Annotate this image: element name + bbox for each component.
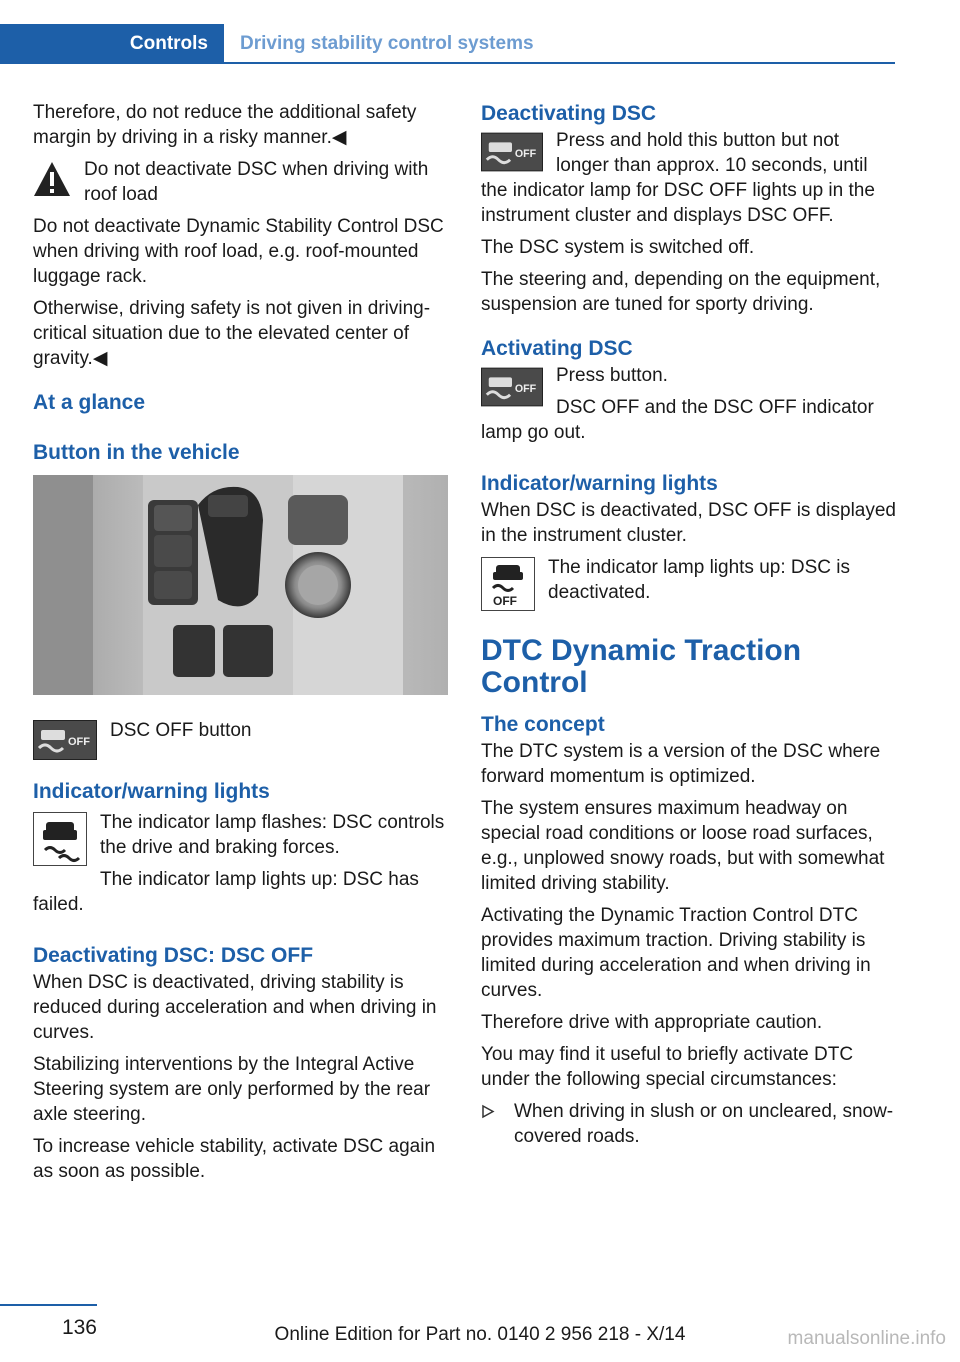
paragraph-switched-off: The DSC system is switched off. [481,237,755,258]
paragraph-displayed: When DSC is deactivated, DSC OFF is displayed in the instrument cluster. [481,500,896,546]
warning-triangle-icon [33,161,71,197]
paragraph-press-hold: Press and hold this button but not longer than approx. 10 seconds, until the indicator lamp for DSC OFF lights up in the instrument cluster and displays DSC OFF. [481,130,875,226]
paragraph-press-button: Press button. [556,365,668,386]
dsc-off-icon [481,132,543,172]
left-column [33,100,448,1191]
paragraph-lamp-deactivated: The indicator lamp lights up: DSC is deactivated. [548,557,851,603]
center-console-photo [33,475,448,695]
edition-note: Online Edition for Part no. 0140 2 956 218 - X/14 [274,1324,686,1345]
triangle-bullet-icon [481,1099,495,1124]
paragraph-caution: Therefore drive with appropriate caution. [481,1012,823,1033]
paragraph-stabilizing: Stabilizing interventions by the Integral Active Steering system are only performed by the rear axle steering. [33,1054,431,1125]
list-item [481,1099,896,1149]
paragraph-steering: The steering and, depending on the equipment, suspension are tuned for sporty driving. [481,269,881,315]
warning-block [33,157,448,214]
dsc-off-button-row [33,718,448,762]
heading-indicator-lights-left: Indicator/warning lights [33,780,270,803]
paragraph-roof-load: Do not deactivate Dynamic Stability Control DSC when driving with roof load, e.g. roof-mounted luggage rack. [33,216,444,287]
paragraph-otherwise: Otherwise, driving safety is not given in driving-critical situation due to the elevated center of gravity.◀ [33,298,431,369]
off-text: OFF [493,594,517,608]
heading-activating-dsc: Activating DSC [481,337,633,360]
heading-indicator-lights-right: Indicator/warning lights [481,472,718,495]
dsc-off-button-label: DSC OFF button [110,720,252,741]
dsc-off-icon [481,367,543,407]
heading-concept: The concept [481,713,605,736]
heading-deactivating-dsc: Deactivating DSC [481,102,657,125]
dsc-indicator-icon [33,812,87,866]
list-item-text: When driving in slush or on uncleared, snow-covered roads. [514,1101,894,1147]
page-header [0,24,895,64]
paragraph-go-out: DSC OFF and the DSC OFF indicator lamp go out. [481,397,874,443]
section-label: Controls [129,33,208,54]
section-tab [0,24,224,62]
paragraph-lamp-failed: The indicator lamp lights up: DSC has failed. [33,869,419,915]
watermark: manualsonline.info [787,1328,946,1349]
heading-at-a-glance: At a glance [33,391,146,414]
paragraph-activating-dtc: Activating the Dynamic Traction Control DTC provides maximum traction. Driving stability is limited during acceleration and when driving in curves. [481,905,871,1001]
heading-button-in-vehicle: Button in the vehicle [33,441,240,464]
heading-dtc: DTC Dynamic Traction Control [481,634,802,699]
paragraph-therefore: Therefore, do not reduce the additional safety margin by driving in a risky manner.◀ [33,102,417,148]
off-text: OFF [514,147,537,160]
chapter-title: Driving stability control systems [240,33,534,54]
dsc-off-icon [33,720,97,760]
indicator-deactivated-row [481,555,896,613]
right-column [481,100,896,1156]
warning-title: Do not deactivate DSC when driving with roof load [84,159,429,205]
press-hold-row [481,128,896,235]
page-number: 136 [61,1316,97,1339]
paragraph-increase: To increase vehicle stability, activate DSC again as soon as possible. [33,1136,436,1182]
paragraph-headway: The system ensures maximum headway on special road conditions or loose road surfaces, e.g., unplowed snowy roads, but with somewhat limited driving stability. [481,798,885,894]
paragraph-useful: You may find it useful to briefly activate DTC under the following special circumstances: [481,1044,854,1090]
paragraph-lamp-flashes: The indicator lamp flashes: DSC controls the drive and braking forces. [100,812,445,858]
dsc-off-indicator-icon [481,557,535,611]
off-text: OFF [514,382,537,395]
off-text: OFF [68,736,90,748]
paragraph-concept: The DTC system is a version of the DSC where forward momentum is optimized. [481,741,881,787]
heading-deactivating-dsc-off: Deactivating DSC: DSC OFF [33,944,314,967]
indicator-flash-row [33,810,448,924]
press-button-row [481,363,896,452]
footer-rule [0,1304,97,1306]
paragraph-reduced: When DSC is deactivated, driving stability is reduced during acceleration and when driving in curves. [33,972,437,1043]
